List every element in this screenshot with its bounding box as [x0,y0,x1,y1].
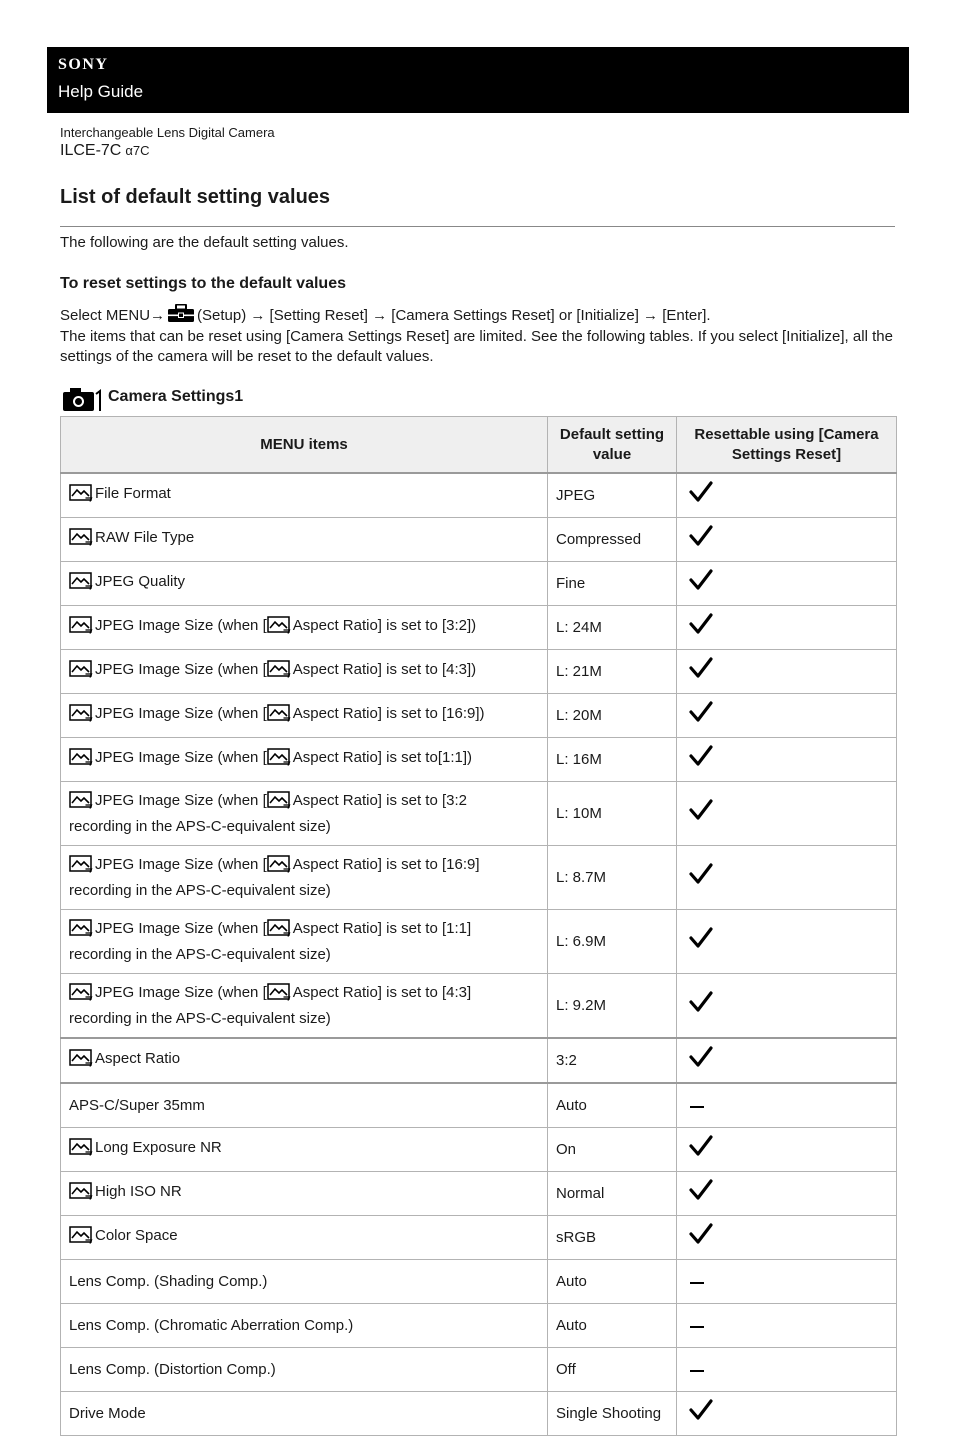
still-image-icon [267,791,291,816]
table-row [61,694,897,738]
intro-text: The following are the default setting values. [60,234,349,251]
still-image-icon [267,704,291,729]
still-image-icon [267,919,291,944]
menu-item-text: Aspect Ratio [95,1049,181,1067]
menu-item-cell [61,650,548,694]
default-value-cell: L: 8.7M [548,846,677,910]
menu-item-text-cont: Aspect Ratio] is set to [16:9]) [292,704,485,722]
still-image-icon [69,791,93,816]
still-image-icon [69,616,93,641]
product-type: Interchangeable Lens Digital Camera [60,125,275,140]
table-row [61,782,897,846]
still-image-icon [69,1226,93,1251]
menu-item-cell [61,1083,548,1128]
still-image-icon [69,484,93,509]
table-row [61,1392,897,1436]
menu-item-cell [61,562,548,606]
checkmark-icon [689,1408,713,1425]
dash-icon [689,1097,705,1114]
table-row [61,1304,897,1348]
menu-item-cell [61,694,548,738]
default-value-cell: L: 24M [548,606,677,650]
table-row [61,910,897,974]
menu-item-cell [61,846,548,910]
table-row [61,974,897,1039]
title-divider [60,226,895,227]
still-image-icon [69,572,93,597]
reset-heading: To reset settings to the default values [60,275,346,292]
menu-item-text-line2: recording in the APS-C-equivalent size) [69,1009,331,1027]
menu-item-text: Drive Mode [69,1404,146,1422]
still-image-icon [69,1138,93,1163]
menu-item-cell [61,1392,548,1436]
checkmark-icon [689,622,713,639]
resettable-cell [677,974,897,1039]
still-image-icon [69,660,93,685]
section-title: Camera Settings1 [108,388,244,405]
menu-item-text: JPEG Image Size (when [ [95,919,267,937]
menu-item-text-cont: Aspect Ratio] is set to [16:9] [292,855,480,873]
dash-icon [689,1273,705,1290]
resettable-cell [677,1172,897,1216]
default-value-cell: sRGB [548,1216,677,1260]
checkmark-icon [689,1000,713,1017]
default-value-cell: Single Shooting [548,1392,677,1436]
default-value-cell: L: 16M [548,738,677,782]
menu-item-text-cont: Aspect Ratio] is set to [1:1] [292,919,472,937]
default-value-cell: 3:2 [548,1038,677,1083]
resettable-cell [677,738,897,782]
menu-item-text-cont: Aspect Ratio] is set to [4:3] [292,983,472,1001]
table-row [61,518,897,562]
menu-item-text: Color Space [95,1226,178,1244]
default-value-cell: On [548,1128,677,1172]
table-row [61,1216,897,1260]
menu-item-text-line2: recording in the APS-C-equivalent size) [69,881,331,899]
menu-item-text-line2: recording in the APS-C-equivalent size) [69,817,331,835]
checkmark-icon [689,1055,713,1072]
menu-item-text: High ISO NR [95,1182,182,1200]
checkmark-icon [689,1232,713,1249]
still-image-icon [69,983,93,1008]
menu-item-cell [61,606,548,650]
still-image-icon [267,616,291,641]
default-value-cell: L: 21M [548,650,677,694]
table-row [61,650,897,694]
resettable-cell [677,782,897,846]
resettable-cell [677,606,897,650]
menu-item-text: Lens Comp. (Shading Comp.) [69,1272,268,1290]
product-model [60,142,150,160]
menu-item-cell [61,782,548,846]
menu-item-text-cont: Aspect Ratio] is set to [4:3]) [292,660,477,678]
menu-item-cell [61,1348,548,1392]
menu-item-text: JPEG Image Size (when [ [95,855,267,873]
menu-item-text: Lens Comp. (Chromatic Aberration Comp.) [69,1316,354,1334]
header-resettable: Resettable using [Camera Settings Reset] [677,417,897,474]
table-row [61,1083,897,1128]
default-value-cell: L: 9.2M [548,974,677,1039]
settings-table [60,416,897,1436]
table-header-row [61,417,897,474]
still-image-icon [69,528,93,553]
still-image-icon [69,855,93,880]
table-row [61,1260,897,1304]
reset-note: The items that can be reset using [Camera Settings Reset] are limited. See the following tables. If you select [Initialize], all the settings of the camera will be reset to the default values. [60,327,893,365]
still-image-icon [267,748,291,773]
checkmark-icon [689,710,713,727]
resettable-cell [677,694,897,738]
menu-item-text: JPEG Image Size (when [ [95,704,267,722]
menu-item-text-line2: recording in the APS-C-equivalent size) [69,945,331,963]
checkmark-icon [689,490,713,507]
resettable-cell [677,1392,897,1436]
still-image-icon [69,1049,93,1074]
default-value-cell: Compressed [548,518,677,562]
menu-item-text: JPEG Image Size (when [ [95,983,267,1001]
still-image-icon [69,1182,93,1207]
table-row [61,1348,897,1392]
menu-item-text-cont: Aspect Ratio] is set to[1:1]) [292,748,472,766]
menu-item-cell [61,1260,548,1304]
header-default-value: Default setting value [548,417,677,474]
checkmark-icon [689,936,713,953]
menu-item-text: JPEG Image Size (when [ [95,660,267,678]
header-menu-items: MENU items [61,417,548,474]
resettable-cell [677,1216,897,1260]
menu-item-cell [61,910,548,974]
menu-item-cell [61,1038,548,1083]
default-value-cell: L: 10M [548,782,677,846]
camera-1-icon [62,386,106,412]
model-name: ILCE-7C [60,142,122,159]
menu-item-cell [61,1128,548,1172]
menu-item-text: RAW File Type [95,528,195,546]
still-image-icon [267,983,291,1008]
default-value-cell: Auto [548,1260,677,1304]
resettable-cell [677,1128,897,1172]
default-value-cell: Auto [548,1083,677,1128]
default-value-cell: L: 6.9M [548,910,677,974]
menu-item-text: JPEG Image Size (when [ [95,616,267,634]
menu-item-text-cont: Aspect Ratio] is set to [3:2 [292,791,468,809]
default-value-cell: Auto [548,1304,677,1348]
table-row [61,473,897,518]
dash-icon [689,1317,705,1334]
resettable-cell [677,1083,897,1128]
resettable-cell [677,518,897,562]
default-value-cell: Fine [548,562,677,606]
checkmark-icon [689,666,713,683]
resettable-cell [677,1304,897,1348]
model-sub-name: α7C [125,143,150,158]
default-value-cell: Normal [548,1172,677,1216]
table-row [61,562,897,606]
checkmark-icon [689,1188,713,1205]
dash-icon [689,1361,705,1378]
menu-item-cell [61,1304,548,1348]
menu-item-cell [61,974,548,1039]
table-body [61,473,897,1436]
table-row [61,846,897,910]
guide-title: Help Guide [58,82,144,101]
still-image-icon [69,919,93,944]
reset-instructions [60,304,895,368]
menu-item-text: Lens Comp. (Distortion Comp.) [69,1360,276,1378]
menu-item-text: File Format [95,484,171,502]
default-value-cell: Off [548,1348,677,1392]
checkmark-icon [689,754,713,771]
header-bar [47,47,909,113]
resettable-cell [677,650,897,694]
resettable-cell [677,910,897,974]
menu-item-text-cont: Aspect Ratio] is set to [3:2]) [292,616,477,634]
resettable-cell [677,1038,897,1083]
reset-select-prefix: Select MENU→ [60,307,166,324]
menu-item-text: JPEG Quality [95,572,186,590]
checkmark-icon [689,534,713,551]
page-title: List of default setting values [60,186,331,208]
menu-item-text: APS-C/Super 35mm [69,1096,205,1114]
resettable-cell [677,846,897,910]
menu-item-cell [61,473,548,518]
menu-item-text: Long Exposure NR [95,1138,222,1156]
checkmark-icon [689,808,713,825]
still-image-icon [267,855,291,880]
resettable-cell [677,562,897,606]
table-row [61,606,897,650]
menu-item-cell [61,1216,548,1260]
default-value-cell: JPEG [548,473,677,518]
table-row [61,1038,897,1083]
checkmark-icon [689,872,713,889]
menu-item-cell [61,1172,548,1216]
default-value-cell: L: 20M [548,694,677,738]
brand-logo: SONY [58,56,109,73]
resettable-cell [677,1260,897,1304]
menu-item-cell [61,518,548,562]
resettable-cell [677,473,897,518]
table-row [61,1172,897,1216]
still-image-icon [69,748,93,773]
table-row [61,1128,897,1172]
checkmark-icon [689,578,713,595]
still-image-icon [69,704,93,729]
menu-item-cell [61,738,548,782]
resettable-cell [677,1348,897,1392]
menu-item-text: JPEG Image Size (when [ [95,791,267,809]
menu-item-text: JPEG Image Size (when [ [95,748,267,766]
table-row [61,738,897,782]
toolbox-icon [167,304,195,323]
still-image-icon [267,660,291,685]
checkmark-icon [689,1144,713,1161]
reset-select-suffix: (Setup) → [Setting Reset] → [Camera Settings Reset] or [Initialize] → [Enter]. [197,307,711,324]
